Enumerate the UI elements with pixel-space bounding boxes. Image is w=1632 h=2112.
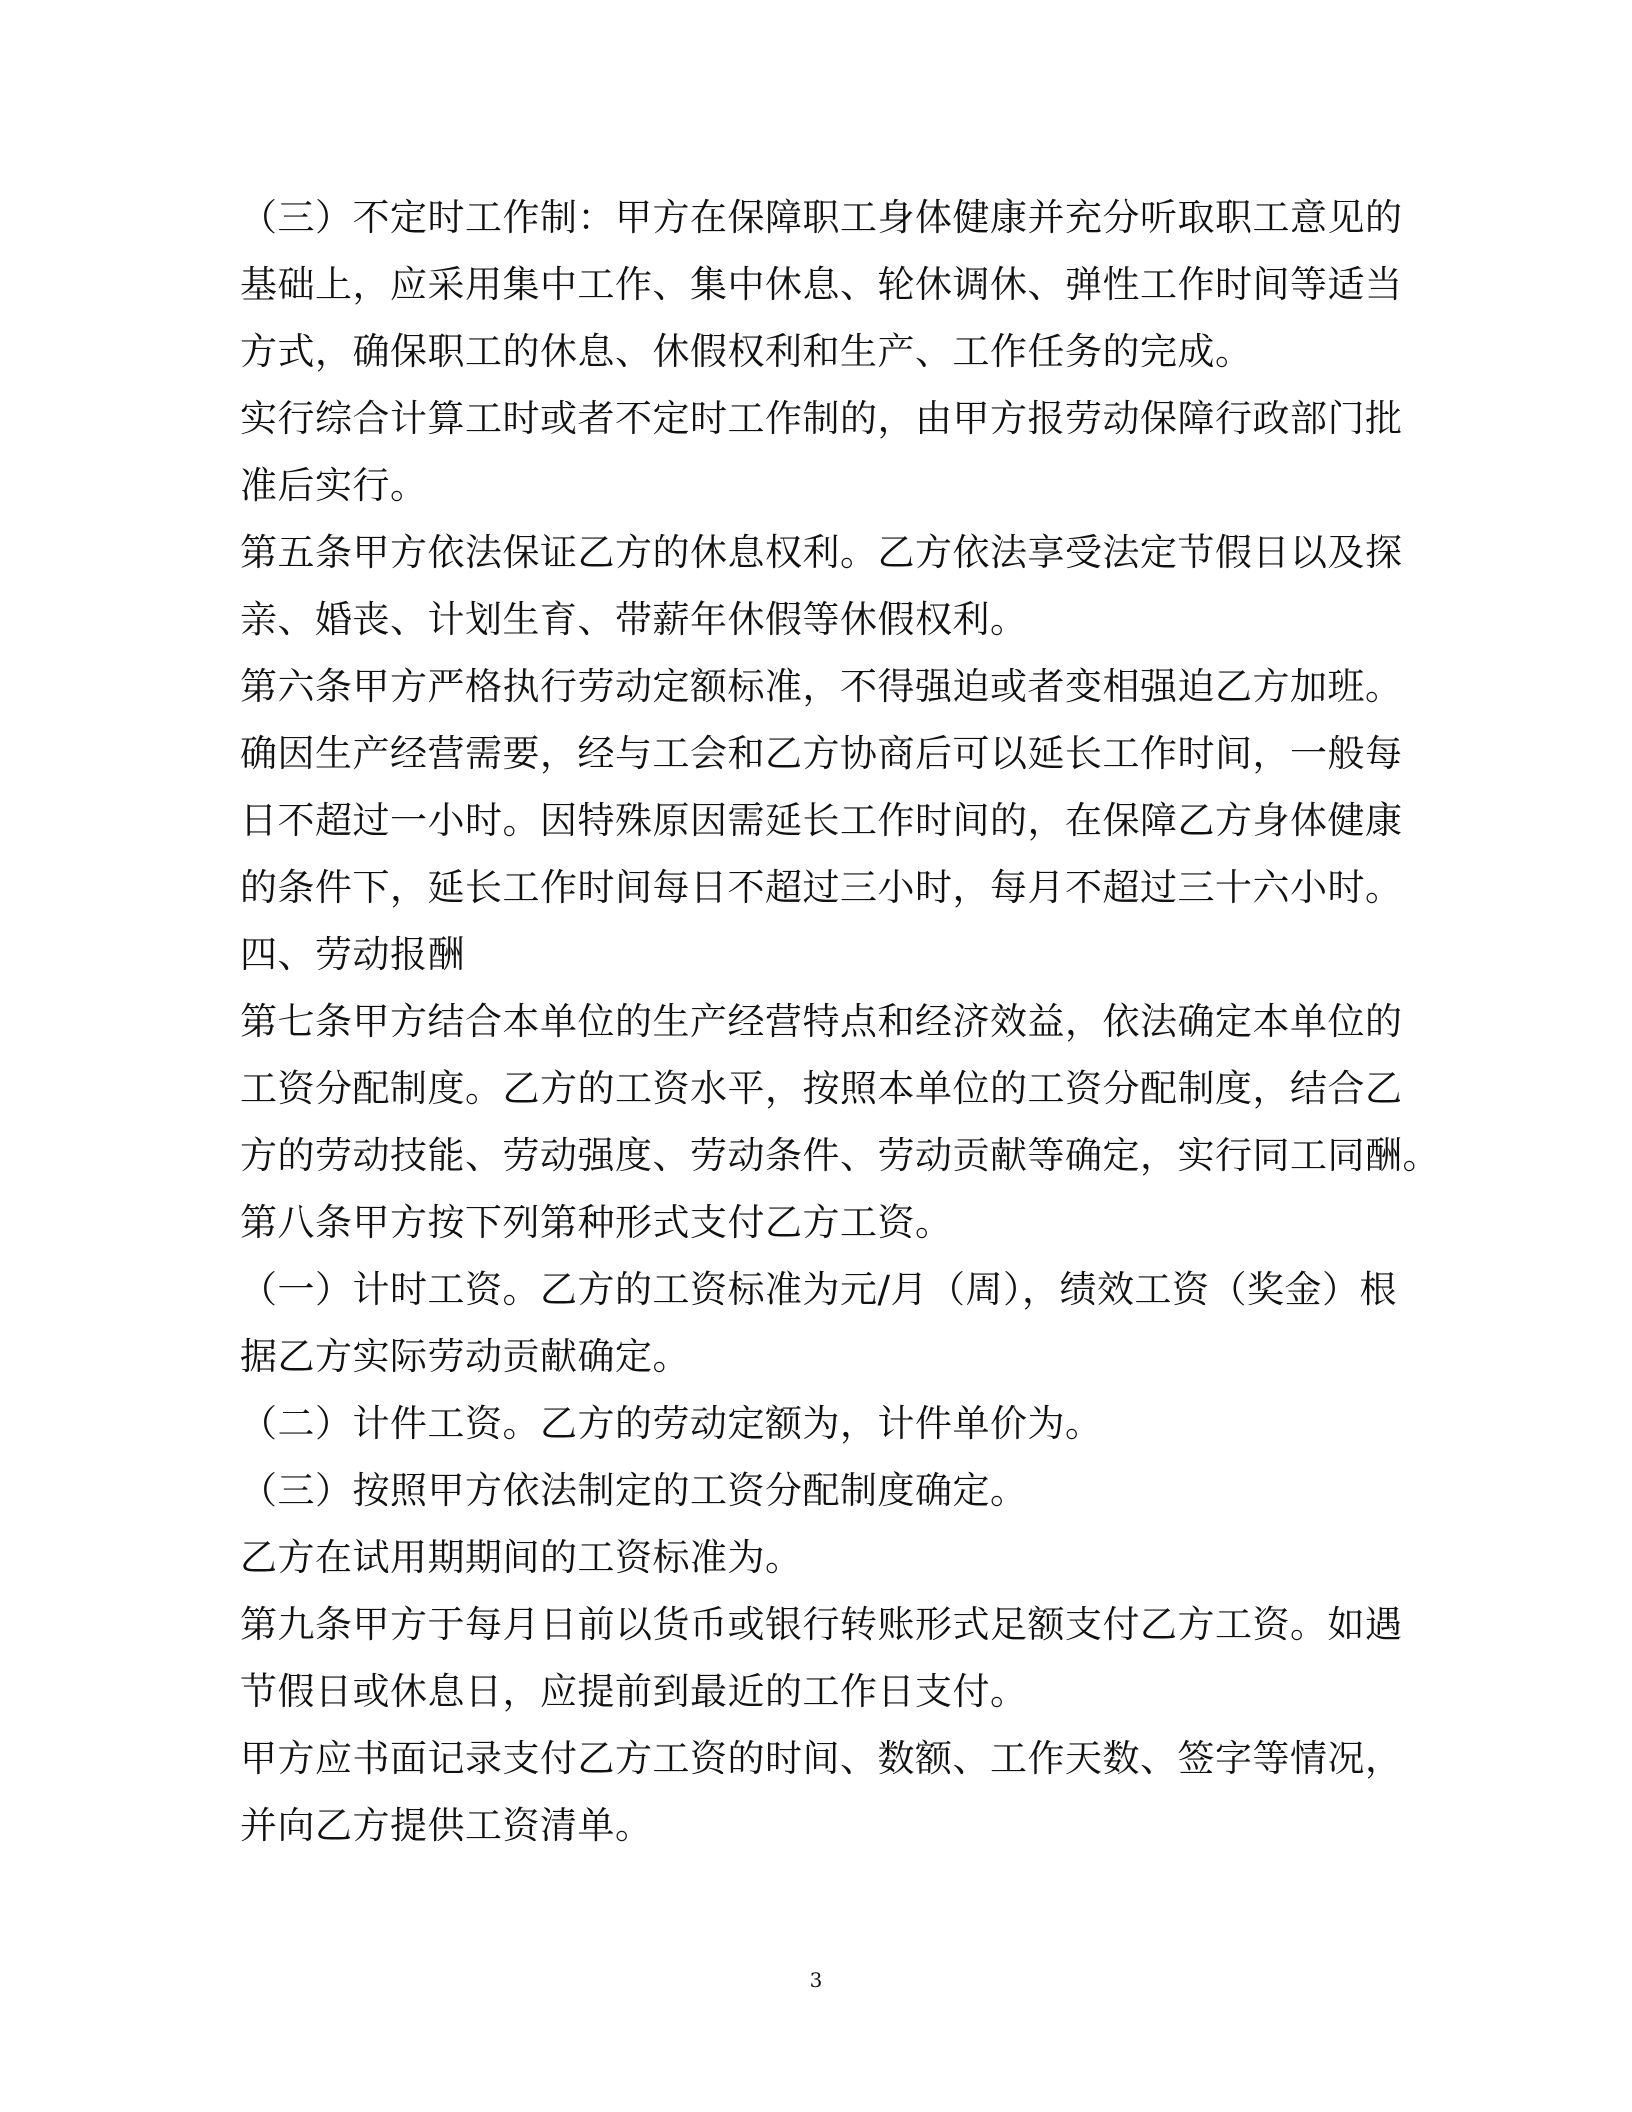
text-line: 基础上，应采用集中工作、集中休息、轮休调休、弹性工作时间等适当 [240,263,1403,306]
text-line: （三）按照甲方依法制定的工资分配制度确定。 [240,1469,1028,1512]
text-line: 实行综合计算工时或者不定时工作制的，由甲方报劳动保障行政部门批 [240,397,1403,440]
page-number: 3 [809,1968,823,1992]
text-line: 方式，确保职工的休息、休假权利和生产、工作任务的完成。 [240,330,1253,373]
text-line: 并向乙方提供工资清单。 [240,1804,653,1847]
text-line: 乙方在试用期期间的工资标准为。 [240,1536,803,1579]
text-line: 确因生产经营需要，经与工会和乙方协商后可以延长工作时间，一般每 [240,732,1403,775]
text-line: 第八条甲方按下列第种形式支付乙方工资。 [240,1201,953,1244]
text-line: 据乙方实际劳动贡献确定。 [240,1335,690,1378]
text-line: 第六条甲方严格执行劳动定额标准，不得强迫或者变相强迫乙方加班。 [240,665,1403,708]
text-line: 准后实行。 [240,464,428,507]
text-line: （一）计时工资。乙方的工资标准为元/月（周），绩效工资（奖金）根 [240,1268,1397,1311]
text-line: 日不超过一小时。因特殊原因需延长工作时间的，在保障乙方身体健康 [240,799,1403,842]
text-line: 甲方应书面记录支付乙方工资的时间、数额、工作天数、签字等情况， [240,1737,1403,1780]
text-line: 第五条甲方依法保证乙方的休息权利。乙方依法享受法定节假日以及探 [240,531,1403,574]
text-line: （二）计件工资。乙方的劳动定额为，计件单价为。 [240,1402,1103,1445]
text-line: 第九条甲方于每月日前以货币或银行转账形式足额支付乙方工资。如遇 [240,1603,1403,1646]
text-line: 节假日或休息日，应提前到最近的工作日支付。 [240,1670,1028,1713]
text-line: 的条件下，延长工作时间每日不超过三小时，每月不超过三十六小时。 [240,866,1403,909]
text-line: 亲、婚丧、计划生育、带薪年休假等休假权利。 [240,598,1028,641]
section-heading: 四、劳动报酬 [240,933,465,976]
text-line: 方的劳动技能、劳动强度、劳动条件、劳动贡献等确定，实行同工同酬。 [240,1134,1440,1177]
text-line: （三）不定时工作制：甲方在保障职工身体健康并充分听取职工意见的 [240,196,1403,239]
text-line: 工资分配制度。乙方的工资水平，按照本单位的工资分配制度，结合乙 [240,1067,1403,1110]
body-text [240,184,1440,1859]
text-line: 第七条甲方结合本单位的生产经营特点和经济效益，依法确定本单位的 [240,1000,1403,1043]
